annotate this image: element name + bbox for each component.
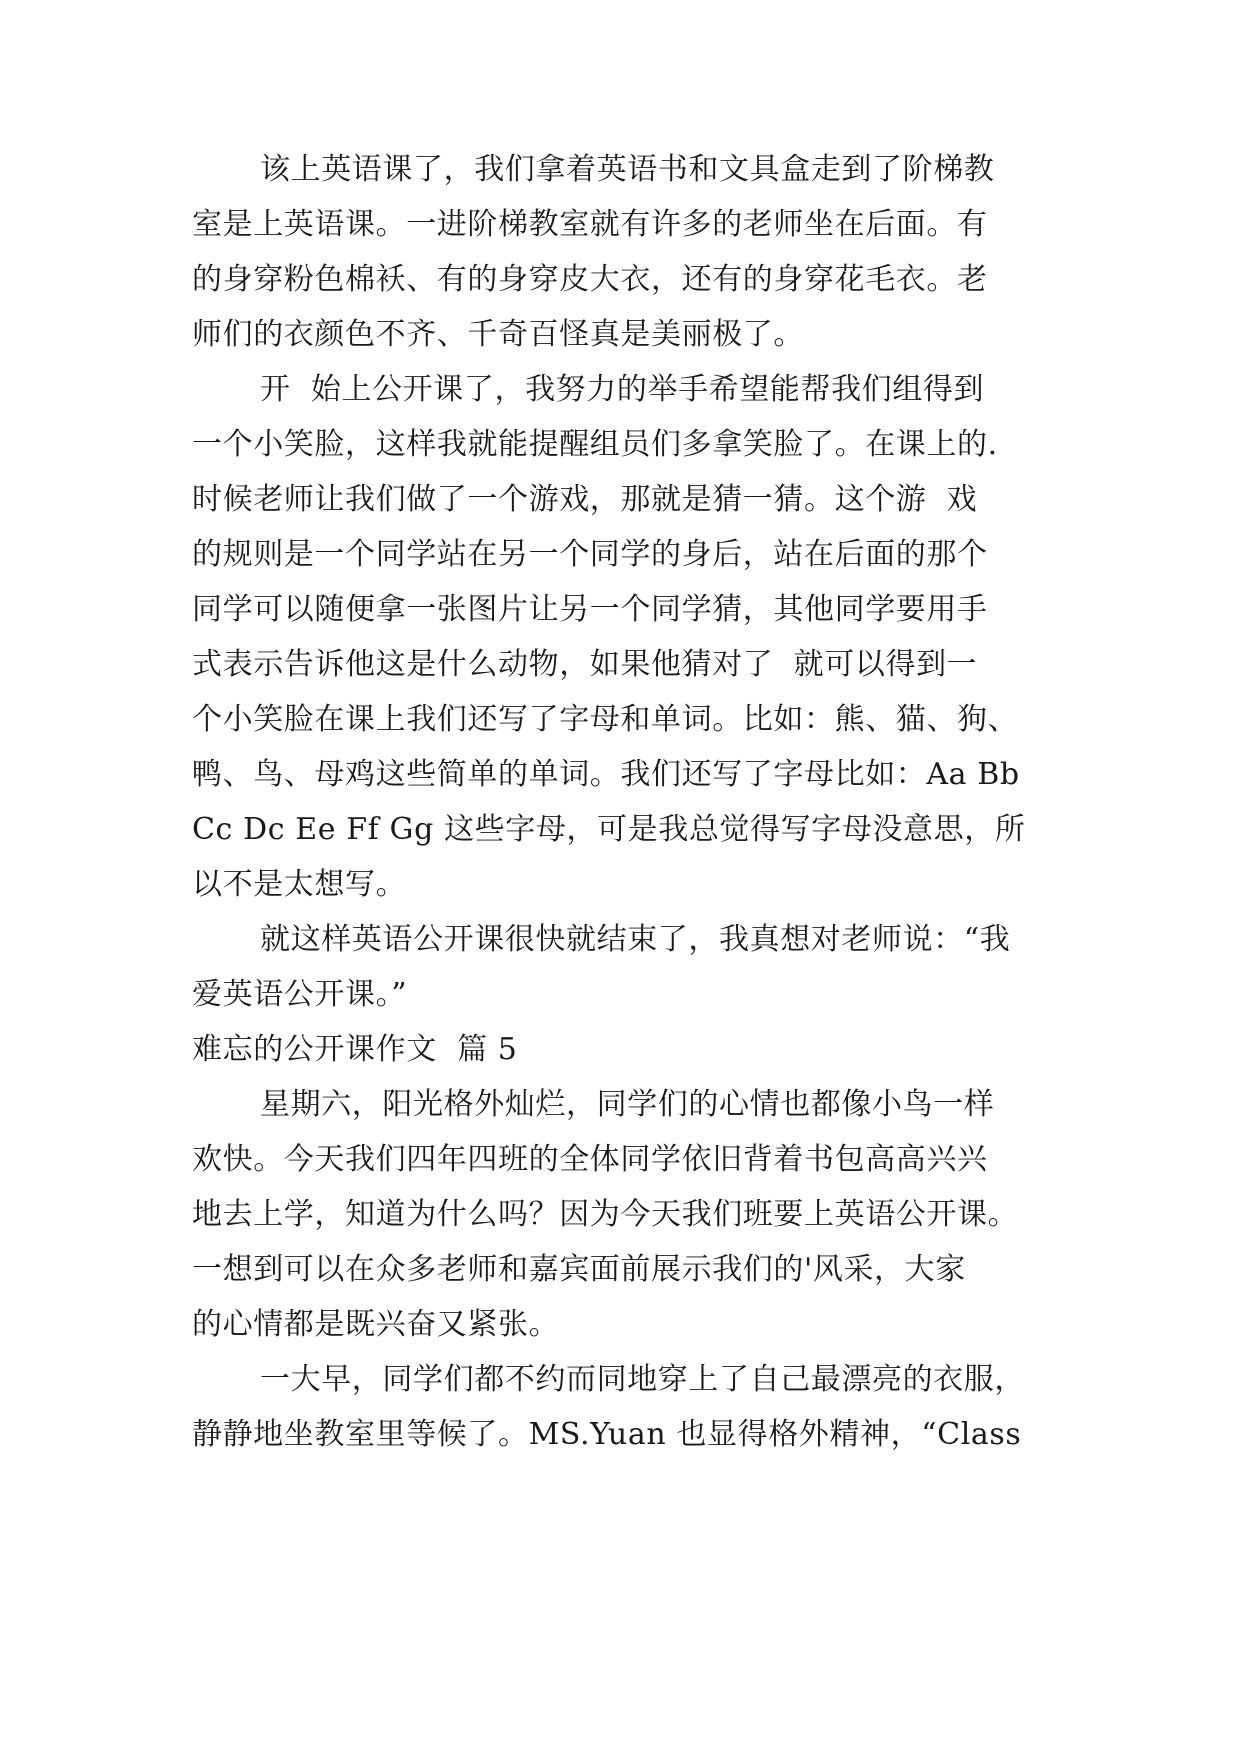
paragraph-line: 个小笑脸在课上我们还写了字母和单词。比如：熊、猫、狗、 [192,702,1019,737]
paragraph-line: 的心情都是既兴奋又紧张。 [192,1307,560,1342]
paragraph-line: 爱英语公开课。” [192,977,408,1012]
paragraph-line: 一个小笑脸，这样我就能提醒组员们多拿笑脸了。在课上的. [192,427,998,462]
paragraph-line: 同学可以随便拿一张图片让另一个同学猜，其他同学要用手 [192,592,988,627]
paragraph-line: 师们的衣颜色不齐、千奇百怪真是美丽极了。 [192,317,804,352]
paragraph-line: 以不是太想写。 [192,867,407,902]
paragraph-line: 的身穿粉色棉袄、有的身穿皮大衣，还有的身穿花毛衣。老 [192,262,988,297]
paragraph-line: 鸭、鸟、母鸡这些简单的单词。我们还写了字母比如：Aa Bb [192,757,1020,792]
paragraph-line: 一想到可以在众多老师和嘉宾面前展示我们的'风采，大家 [192,1252,966,1287]
paragraph-line: 时候老师让我们做了一个游戏，那就是猜一猜。这个游 戏 [192,482,978,517]
paragraph-line: 地去上学，知道为什么吗？因为今天我们班要上英语公开课。 [192,1197,1019,1232]
paragraph-line: 室是上英语课。一进阶梯教室就有许多的老师坐在后面。有 [192,207,988,242]
paragraph-line: 就这样英语公开课很快就结束了，我真想对老师说：“我 [260,922,1011,957]
paragraph-line: Cc Dc Ee Ff Gg 这些字母，可是我总觉得写字母没意思，所 [192,812,1026,847]
paragraph-line: 一大早，同学们都不约而同地穿上了自己最漂亮的衣服， [260,1362,1025,1397]
paragraph-line: 式表示告诉他这是什么动物，如果他猜对了 就可以得到一 [192,647,978,682]
paragraph-line: 的规则是一个同学站在另一个同学的身后，站在后面的那个 [192,537,988,572]
paragraph-line: 开 始上公开课了，我努力的举手希望能帮我们组得到 [260,372,985,407]
paragraph-line: 欢快。今天我们四年四班的全体同学依旧背着书包高高兴兴 [192,1142,988,1177]
paragraph-line: 该上英语课了，我们拿着英语书和文具盒走到了阶梯教 [260,152,995,187]
paragraph-line: 星期六，阳光格外灿烂，同学们的心情也都像小鸟一样 [260,1087,995,1122]
paragraph-line: 静静地坐教室里等候了。MS.Yuan 也显得格外精神，“Class [192,1417,1022,1452]
section-heading: 难忘的公开课作文 篇 5 [192,1032,518,1067]
